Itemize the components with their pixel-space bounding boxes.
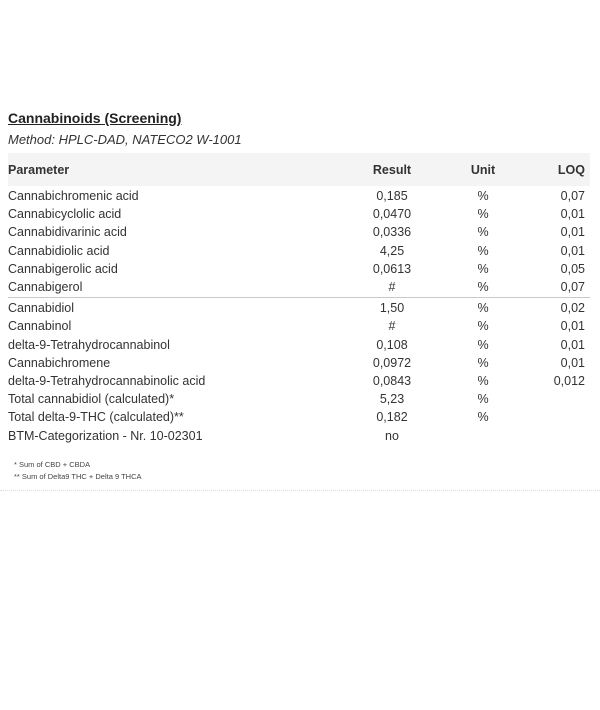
footnotes [8,459,590,483]
table-row [8,372,590,390]
column-header-unit: Unit [470,162,496,177]
table-row [8,336,590,354]
cell-parameter: BTM-Categorization - Nr. 10-02301 [8,428,203,443]
cell-parameter: Cannabinol [8,319,72,334]
cell-result: 0,108 [376,337,408,352]
cell-loq: 0,01 [560,319,585,334]
cell-parameter: Cannabidiolic acid [8,243,110,258]
cell-result: 0,182 [376,410,408,425]
cell-loq: 0,01 [560,243,585,258]
cell-parameter: Cannabigerol [8,280,83,295]
footnote-thc: ** Sum of Delta9 THC + Delta 9 THCA [14,471,142,481]
table-row [8,187,590,205]
cell-result: 1,50 [379,301,405,316]
cell-result: 0,0613 [372,261,412,276]
cell-loq: 0,012 [553,373,585,388]
cell-parameter: Cannabigerolic acid [8,261,118,276]
cell-loq: 0,01 [560,207,585,222]
cell-unit: % [477,355,489,370]
table-row [8,354,590,372]
cell-unit: % [477,225,489,240]
cell-parameter: delta-9-Tetrahydrocannabinol [8,337,170,352]
cell-result: 0,185 [376,189,408,204]
cell-parameter: Cannabicyclolic acid [8,207,122,222]
table-row [8,390,590,408]
cell-loq: 0,05 [560,261,585,276]
footnote-cbd: * Sum of CBD + CBDA [14,459,91,469]
column-header-loq: LOQ [557,162,585,177]
cell-result: 0,0843 [372,373,412,388]
cell-loq: 0,07 [560,189,585,204]
cell-result: no [385,428,399,443]
cell-unit: % [477,392,489,407]
cell-loq: 0,02 [560,301,585,316]
table-row [8,242,590,260]
table-body [8,187,590,445]
table-header-row [8,153,590,186]
cell-result: # [388,319,396,334]
cell-unit: % [477,261,489,276]
table-row [8,299,590,317]
cell-result: 4,25 [379,243,405,258]
cell-parameter: Cannabidivarinic acid [8,225,127,240]
cell-parameter: delta-9-Tetrahydrocannabinolic acid [8,373,206,388]
method-line: Method: HPLC-DAD, NATECO2 W-1001 [8,132,242,147]
table-row [8,260,590,278]
cell-unit: % [477,410,489,425]
report-page [8,110,590,491]
table-row [8,278,590,296]
cell-unit: % [477,207,489,222]
cell-parameter: Cannabidiol [8,301,75,316]
table-row [8,317,590,335]
cell-unit: % [477,189,489,204]
cell-parameter: Cannabichromenic acid [8,189,139,204]
table-row [8,205,590,223]
cell-result: 0,0336 [372,225,412,240]
cell-unit: % [477,337,489,352]
section-title: Cannabinoids (Screening) [8,110,182,126]
cell-loq: 0,01 [560,337,585,352]
cell-loq: 0,01 [560,225,585,240]
table-row [8,426,590,444]
cell-result: 0,0972 [372,355,412,370]
column-header-parameter: Parameter [8,162,70,177]
cell-result: 0,0470 [372,207,412,222]
cell-unit: % [477,243,489,258]
cell-unit: % [477,301,489,316]
cell-unit: % [477,280,489,295]
table-row [8,408,590,426]
cell-loq: 0,07 [560,280,585,295]
table-row [8,223,590,241]
column-header-result: Result [372,162,412,177]
table-group-divider [8,297,590,298]
cell-parameter: Total delta-9-THC (calculated)** [8,410,184,425]
cell-parameter: Total cannabidiol (calculated)* [8,392,175,407]
cell-unit: % [477,319,489,334]
page-section-rule [0,490,600,491]
cell-unit: % [477,373,489,388]
cell-result: # [388,280,396,295]
cell-result: 5,23 [379,392,405,407]
cell-parameter: Cannabichromene [8,355,111,370]
cell-loq: 0,01 [560,355,585,370]
